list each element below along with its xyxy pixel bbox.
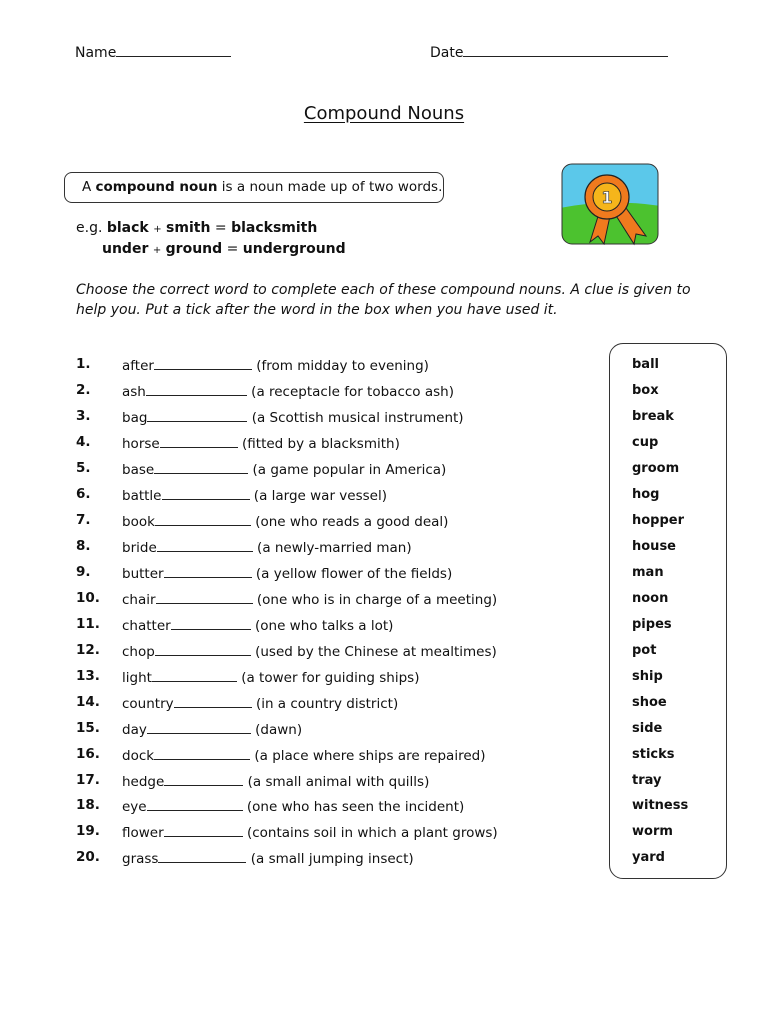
example-result: blacksmith [231,220,318,236]
question-word: eye [122,799,147,815]
question-text [122,694,398,712]
question-text [122,538,412,556]
question-clue: (a tower for guiding ships) [241,670,420,686]
question-text [122,460,446,478]
question-number: 1. [76,356,91,372]
question-word: hedge [122,774,165,790]
question-text [122,849,414,867]
question-word: after [122,358,154,374]
question-number: 17. [76,772,100,788]
question-clue: (a newly-married man) [257,540,412,556]
question-number: 12. [76,642,100,658]
question-clue: (a receptacle for tobacco ash) [251,384,454,400]
question-clue: (one who is in charge of a meeting) [256,592,498,608]
question-word: base [122,462,155,478]
answer-blank[interactable] [154,460,248,474]
question-number: 15. [76,720,100,736]
question-text [122,512,448,530]
answer-blank[interactable] [146,382,247,396]
word-bank-item: man [632,565,664,580]
question-text [122,486,387,504]
question-word: dock [122,748,155,764]
rosette-badge-text: 1 [601,188,613,207]
page-title: Compound Nouns [303,103,465,124]
word-bank-item: pot [632,643,657,658]
question-clue: (a small jumping insect) [250,851,414,867]
date-blank[interactable] [463,44,668,57]
question-number: 18. [76,797,100,813]
plus-sign: + [153,224,162,235]
word-bank-item: shoe [632,695,667,710]
question-number: 9. [76,564,91,580]
question-text [122,616,393,634]
question-number: 14. [76,694,100,710]
word-bank-item: cup [632,435,659,450]
word-bank-item: tray [632,773,662,788]
question-clue: (a yellow flower of the fields) [255,566,453,582]
example-row [76,220,317,236]
question-word: country [122,696,174,712]
question-word: day [122,722,147,738]
answer-blank[interactable] [164,564,252,578]
word-bank-item: ship [632,669,663,684]
question-clue: (a Scottish musical instrument) [251,410,464,426]
answer-blank[interactable] [164,823,243,837]
name-blank[interactable] [116,44,231,57]
question-text [122,382,454,400]
plus-sign: + [152,245,162,256]
question-number: 19. [76,823,100,839]
date-label: Date [430,45,464,61]
question-text [122,434,400,452]
example-word-a: black [106,220,149,236]
answer-blank[interactable] [147,720,251,734]
question-text [122,356,429,374]
definition-term: compound noun [95,179,218,195]
equals-sign: = [214,220,227,236]
question-text [122,746,485,764]
definition-box [64,172,444,203]
question-clue: (a place where ships are repaired) [254,748,486,764]
question-number: 8. [76,538,91,554]
answer-blank[interactable] [155,512,251,526]
rosette-illustration [560,162,660,248]
question-word: chop [122,644,155,660]
question-clue: (used by the Chinese at mealtimes) [255,644,497,660]
answer-blank[interactable] [154,356,252,370]
word-bank-item: worm [632,824,673,839]
word-bank-item: witness [632,798,689,813]
question-number: 3. [76,408,91,424]
question-number: 13. [76,668,100,684]
answer-blank[interactable] [158,849,246,863]
question-word: butter [122,566,164,582]
word-bank-item: ball [632,357,659,372]
question-clue: (fitted by a blacksmith) [242,436,400,452]
date-field[interactable] [430,44,668,61]
question-clue: (one who talks a lot) [255,618,394,634]
question-clue: (contains soil in which a plant grows) [246,825,498,841]
example-word-a: under [102,241,149,257]
word-bank-item: groom [632,461,680,476]
question-number: 20. [76,849,100,865]
answer-blank[interactable] [154,746,250,760]
question-clue: (from midday to evening) [256,358,429,374]
first-place-rosette-icon [560,162,660,248]
question-clue: (one who reads a good deal) [255,514,449,530]
word-bank-item: hog [632,487,660,502]
word-bank-item: side [632,721,663,736]
word-bank-item: yard [632,850,665,865]
question-text [122,720,302,738]
answer-blank[interactable] [155,642,251,656]
example-row [102,241,346,257]
question-text [122,642,497,660]
word-bank-item: noon [632,591,669,606]
name-field[interactable] [75,44,231,61]
question-number: 5. [76,460,91,476]
equals-sign: = [226,241,239,257]
question-clue: (a large war vessel) [253,488,387,504]
question-text [122,823,498,841]
question-number: 2. [76,382,91,398]
instructions: Choose the correct word to complete each of these compound nouns. A clue is given to help you. Put a tick after the word in the box when you have used it. [76,282,691,318]
answer-blank[interactable] [152,668,237,682]
question-number: 16. [76,746,100,762]
question-text [122,564,452,582]
word-bank-item: hopper [632,513,685,528]
answer-blank[interactable] [162,486,250,500]
word-bank-item: pipes [632,617,672,632]
question-clue: (dawn) [255,722,303,738]
question-number: 10. [76,590,100,606]
question-text [122,668,419,686]
example-result: underground [242,241,346,257]
question-word: battle [122,488,162,504]
answer-blank[interactable] [164,772,243,786]
question-clue: (in a country district) [255,696,399,712]
question-word: chatter [122,618,171,634]
definition-prefix: A [82,179,96,195]
question-word: bride [122,540,157,556]
question-clue: (a small animal with quills) [247,774,430,790]
question-word: light [122,670,152,686]
question-text [122,797,464,815]
answer-blank[interactable] [174,694,252,708]
example-lead: e.g. [76,220,103,236]
answer-blank[interactable] [147,408,247,422]
answer-blank[interactable] [171,616,251,630]
name-label: Name [75,45,117,61]
question-text [122,590,497,608]
question-word: bag [122,410,148,426]
question-clue: (one who has seen the incident) [246,799,465,815]
question-word: ash [122,384,146,400]
question-number: 6. [76,486,91,502]
word-bank-item: box [632,383,659,398]
word-bank-item: sticks [632,747,675,762]
answer-blank[interactable] [156,590,253,604]
question-word: flower [122,825,164,841]
definition-suffix: is a noun made up of two words. [217,179,443,195]
question-number: 4. [76,434,91,450]
word-bank-item: house [632,539,676,554]
answer-blank[interactable] [147,797,243,811]
example-word-b: smith [166,220,211,236]
question-text [122,772,429,790]
question-number: 11. [76,616,100,632]
example-word-b: ground [165,241,223,257]
word-bank-item: break [632,409,674,424]
question-number: 7. [76,512,91,528]
question-clue: (a game popular in America) [252,462,447,478]
answer-blank[interactable] [160,434,238,448]
question-word: chair [122,592,156,608]
question-word: horse [122,436,160,452]
question-text [122,408,464,426]
answer-blank[interactable] [157,538,253,552]
question-word: grass [122,851,159,867]
question-word: book [122,514,155,530]
